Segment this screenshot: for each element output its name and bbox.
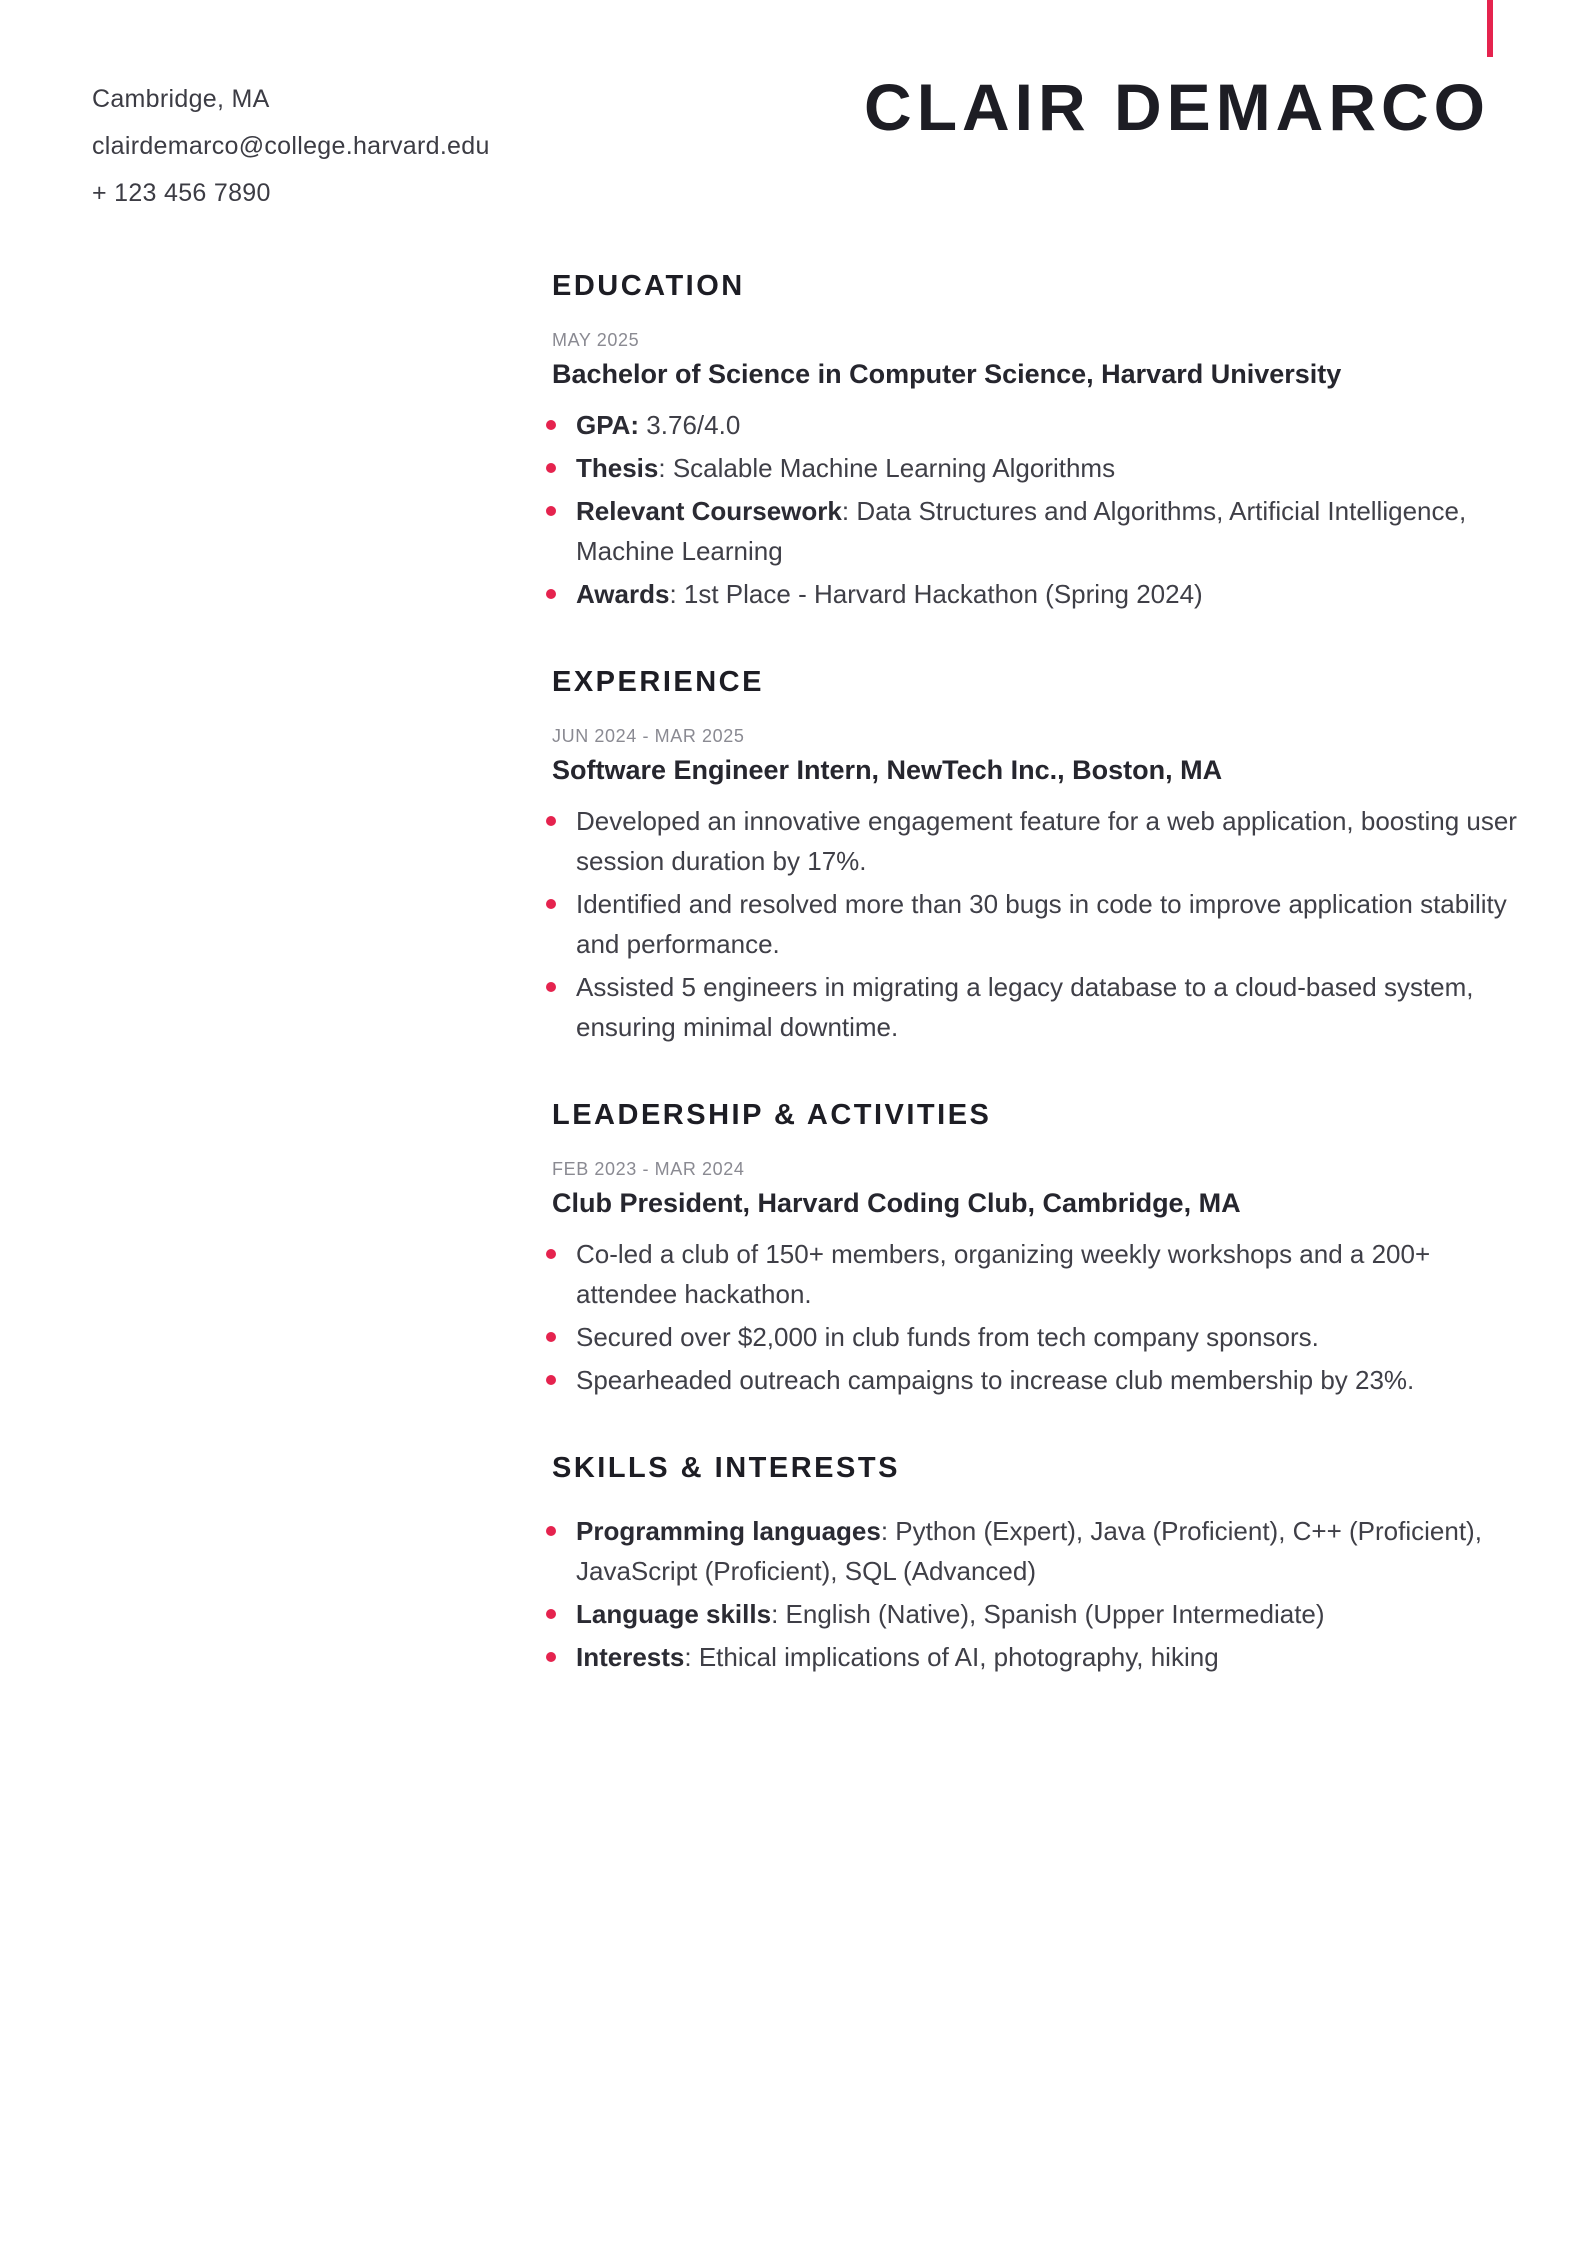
resume-body bbox=[552, 272, 1520, 1731]
contact-location: Cambridge, MA bbox=[92, 85, 270, 113]
bullet-dot bbox=[546, 816, 556, 826]
list-item bbox=[552, 1234, 1520, 1314]
bullet-dot bbox=[546, 420, 556, 430]
bullet-text: : English (Native), Spanish (Upper Intermediate) bbox=[771, 1599, 1325, 1629]
bullet-dot bbox=[546, 1375, 556, 1385]
bullet-dot bbox=[546, 1609, 556, 1619]
bullet-text: Spearheaded outreach campaigns to increase club membership by 23%. bbox=[576, 1365, 1415, 1395]
bullet-lead: Language skills bbox=[576, 1599, 772, 1629]
section-education bbox=[552, 272, 1520, 614]
section-leadership bbox=[552, 1101, 1520, 1400]
bullet-text: Co-led a club of 150+ members, organizing weekly workshops and a 200+ attendee hackathon. bbox=[576, 1239, 1431, 1309]
bullet-text: Identified and resolved more than 30 bugs in code to improve application stability and performance. bbox=[576, 889, 1507, 959]
section-date: JUN 2024 - MAR 2025 bbox=[552, 726, 745, 746]
bullet-text: : Ethical implications of AI, photography, hiking bbox=[684, 1642, 1219, 1672]
bullet-dot bbox=[546, 1332, 556, 1342]
bullet-lead: Awards bbox=[576, 579, 670, 609]
list-item bbox=[552, 574, 1520, 614]
item-title: Club President, Harvard Coding Club, Cambridge, MA bbox=[552, 1188, 1241, 1218]
list-item bbox=[552, 1317, 1520, 1357]
candidate-name: CLAIR DEMARCO bbox=[864, 70, 1490, 144]
section-date: FEB 2023 - MAR 2024 bbox=[552, 1159, 745, 1179]
bullet-lead: Thesis bbox=[576, 453, 659, 483]
contact-block bbox=[92, 76, 490, 217]
bullet-list bbox=[552, 801, 1520, 1047]
bullet-text: Secured over $2,000 in club funds from tech company sponsors. bbox=[576, 1322, 1319, 1352]
list-item bbox=[552, 448, 1520, 488]
bullet-text: Developed an innovative engagement feature for a web application, boosting user session duration by 17%. bbox=[576, 806, 1517, 876]
bullet-list bbox=[552, 1511, 1520, 1677]
item-title: Bachelor of Science in Computer Science, Harvard University bbox=[552, 359, 1342, 389]
list-item bbox=[552, 491, 1520, 571]
section-heading: EDUCATION bbox=[552, 270, 745, 302]
section-date: MAY 2025 bbox=[552, 330, 640, 350]
list-item bbox=[552, 1594, 1520, 1634]
item-title: Software Engineer Intern, NewTech Inc., Boston, MA bbox=[552, 755, 1223, 785]
section-heading: LEADERSHIP & ACTIVITIES bbox=[552, 1099, 992, 1131]
contact-email: clairdemarco@college.harvard.edu bbox=[92, 132, 490, 160]
contact-phone: + 123 456 7890 bbox=[92, 179, 271, 207]
bullet-dot bbox=[546, 982, 556, 992]
bullet-dot bbox=[546, 1526, 556, 1536]
accent-line bbox=[1487, 0, 1493, 57]
list-item bbox=[552, 884, 1520, 964]
list-item bbox=[552, 1360, 1520, 1400]
list-item bbox=[552, 967, 1520, 1047]
bullet-text: : Scalable Machine Learning Algorithms bbox=[658, 453, 1116, 483]
bullet-text: 3.76/4.0 bbox=[639, 410, 741, 440]
bullet-lead: Relevant Coursework bbox=[576, 496, 842, 526]
list-item bbox=[552, 1511, 1520, 1591]
bullet-dot bbox=[546, 463, 556, 473]
bullet-text: : 1st Place - Harvard Hackathon (Spring 2024) bbox=[669, 579, 1203, 609]
bullet-dot bbox=[546, 1249, 556, 1259]
section-skills bbox=[552, 1454, 1520, 1677]
list-item bbox=[552, 1637, 1520, 1677]
list-item bbox=[552, 405, 1520, 445]
bullet-list bbox=[552, 1234, 1520, 1400]
bullet-text: : Data Structures and Algorithms, Artificial Intelligence, Machine Learning bbox=[576, 496, 1467, 566]
section-experience bbox=[552, 668, 1520, 1047]
section-heading: SKILLS & INTERESTS bbox=[552, 1452, 900, 1484]
bullet-text: : Python (Expert), Java (Proficient), C++ (Proficient), JavaScript (Proficient), SQL (Advanced) bbox=[576, 1516, 1482, 1586]
bullet-lead: Interests bbox=[576, 1642, 685, 1672]
bullet-dot bbox=[546, 899, 556, 909]
section-heading: EXPERIENCE bbox=[552, 666, 764, 698]
list-item bbox=[552, 801, 1520, 881]
bullet-list bbox=[552, 405, 1520, 614]
bullet-dot bbox=[546, 589, 556, 599]
bullet-dot bbox=[546, 1652, 556, 1662]
bullet-lead: GPA: bbox=[576, 410, 640, 440]
bullet-lead: Programming languages bbox=[576, 1516, 881, 1546]
bullet-text: Assisted 5 engineers in migrating a legacy database to a cloud-based system, ensuring minimal downtime. bbox=[576, 972, 1474, 1042]
bullet-dot bbox=[546, 506, 556, 516]
